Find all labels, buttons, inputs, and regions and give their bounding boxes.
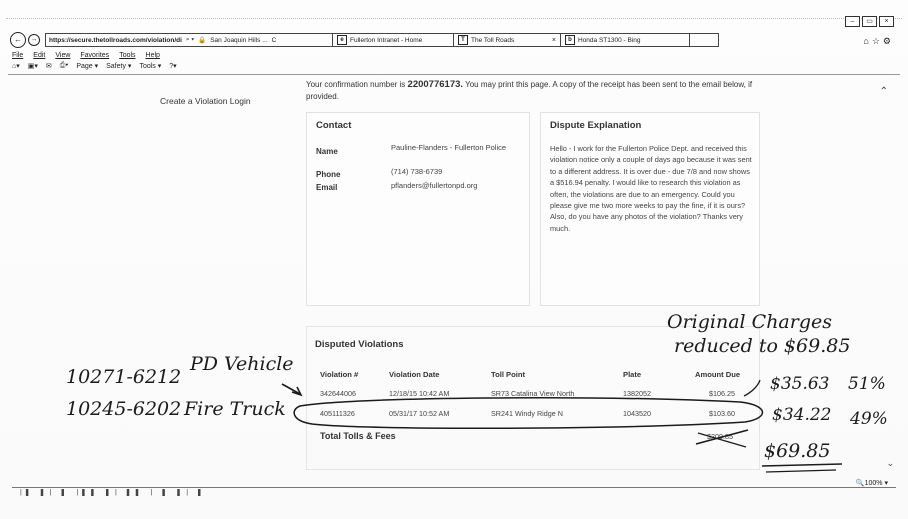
handwritten-amount-row1: $35.63	[770, 374, 830, 394]
tab-fullerton-intranet[interactable]	[333, 33, 454, 47]
violation-number: 342644006	[320, 389, 356, 398]
handwritten-amount-row2: $34.22	[772, 405, 832, 425]
dispute-text: Hello - I work for the Fullerton Police Dept. and received this violation notice only a couple of days ago because it was sent to a different address. It is over due - due 7/8 and now shows a $516.94 penalty. I would like to research this violation as often, the violations are due to an emergency. Could you please give me two more weeks to pay the fine, if it is ours? Also, do you have any photos of the violation? Thanks very much.	[550, 144, 752, 233]
underline-mark	[762, 464, 842, 466]
scroll-up-chevron-icon[interactable]: ⌃	[879, 86, 888, 97]
total-tolls-label: Total Tolls & Fees	[320, 431, 396, 441]
toll-point: SR241 Windy Ridge N	[491, 409, 563, 418]
status-bar-divider	[12, 487, 896, 488]
zoom-level[interactable]: 🔍100% ▾	[855, 480, 888, 487]
window-title-bar	[6, 4, 902, 19]
address-and-tabs-row	[10, 32, 719, 48]
address-bar[interactable]	[45, 33, 333, 47]
col-violation-date: Violation Date	[389, 370, 440, 379]
contact-heading: Contact	[316, 120, 352, 131]
phone-value: (714) 738-6739	[391, 167, 443, 176]
scroll-down-chevron-icon[interactable]: ⌄	[886, 458, 894, 468]
home-icon[interactable]: ⌂▾	[12, 63, 20, 70]
confirmation-suffix: You may print this page. A copy of the receipt has been sent to the email below, if provided.	[306, 80, 753, 101]
close-window-button[interactable]: ×	[879, 16, 894, 27]
forward-button[interactable]: →	[28, 34, 40, 46]
handwritten-id-row2: 10245-6202	[66, 398, 182, 420]
email-value: pflanders@fullertonpd.org	[391, 181, 478, 190]
menu-view[interactable]: View	[55, 52, 71, 59]
tab-label: The Toll Roads	[471, 36, 515, 44]
arrow-head-mark	[292, 387, 301, 395]
arrow-mark	[282, 384, 300, 394]
help-icon[interactable]: ?▾	[169, 63, 177, 70]
violation-date: 12/18/15 10:42 AM	[389, 389, 450, 398]
tools-menu[interactable]: Tools ▾	[139, 63, 162, 70]
col-violation-number: Violation #	[320, 370, 359, 379]
dispute-heading: Dispute Explanation	[550, 120, 642, 131]
feeds-icon[interactable]: ▣▾	[27, 63, 38, 70]
lock-icon: 🔒	[198, 37, 207, 44]
ie-page-icon: e	[337, 35, 347, 45]
gear-icon[interactable]: ⚙	[882, 36, 894, 46]
mail-icon[interactable]: ✉	[45, 63, 52, 70]
close-tab-icon[interactable]: ×	[551, 36, 556, 44]
page-menu[interactable]: Page ▾	[76, 63, 99, 70]
amount-due: $106.25	[709, 389, 735, 398]
tollroads-icon: T	[458, 35, 468, 45]
menu-favorites[interactable]: Favorites	[80, 52, 110, 59]
menu-tools[interactable]: Tools	[119, 52, 136, 59]
favorites-star-icon[interactable]: ☆	[871, 36, 883, 46]
site-identity[interactable]: San Joaquin Hills ...	[210, 36, 268, 44]
amount-due: $103.60	[709, 409, 735, 418]
name-label: Name	[316, 147, 338, 156]
handwritten-new-total: $69.85	[764, 440, 831, 462]
home-icon[interactable]: ⌂	[863, 36, 872, 46]
status-bar-icons: |▌ ▌| ▌ |▌▌ ▌| ▌▌ | ▌ ▌| ▌	[20, 489, 207, 496]
handwritten-pct-row2: 49%	[850, 409, 888, 429]
chrome-divider	[8, 74, 900, 75]
confirmation-message	[306, 79, 786, 103]
command-bar	[12, 62, 177, 70]
window-controls	[845, 16, 894, 27]
url-text: https://secure.thetollroads.com/violation/di	[49, 36, 182, 44]
new-tab-button[interactable]	[690, 33, 719, 47]
plate: 1382052	[623, 389, 651, 398]
confirmation-number: 2200776173.	[407, 79, 464, 90]
bing-icon: b	[565, 35, 575, 45]
print-icon[interactable]: ⎙▾	[59, 62, 69, 69]
name-value: Pauline-Flanders - Fullerton Police	[391, 143, 507, 152]
menu-help[interactable]: Help	[145, 52, 160, 59]
contact-panel	[306, 112, 530, 306]
menu-bar	[12, 52, 160, 59]
browser-right-icons	[863, 36, 894, 47]
col-toll-point: Toll Point	[491, 370, 526, 379]
confirmation-prefix: Your confirmation number is	[306, 80, 406, 89]
col-amount-due: Amount Due	[695, 370, 741, 379]
zoom-icon: 🔍	[855, 480, 865, 487]
handwritten-note-reduced: reduced to $69.85	[674, 335, 851, 357]
minimize-button[interactable]: –	[845, 16, 860, 27]
tab-honda-bing[interactable]	[561, 33, 690, 47]
handwritten-label-fire-truck: Fire Truck	[184, 398, 286, 420]
maximize-button[interactable]: ▭	[862, 16, 877, 27]
violation-date: 05/31/17 10:52 AM	[389, 409, 450, 418]
violation-number: 405111326	[320, 409, 355, 418]
total-tolls-value: $209.85	[707, 432, 733, 441]
create-violation-login-link[interactable]: Create a Violation Login	[160, 96, 251, 106]
menu-file[interactable]: File	[12, 52, 24, 59]
disputed-heading: Disputed Violations	[315, 339, 404, 350]
refresh-icon[interactable]: C	[271, 36, 277, 44]
dispute-explanation-panel	[540, 112, 760, 306]
handwritten-label-pd-vehicle: PD Vehicle	[190, 353, 294, 375]
tab-label: Fullerton Intranet - Home	[350, 36, 423, 44]
menu-edit[interactable]: Edit	[33, 52, 46, 59]
tab-the-toll-roads[interactable]	[454, 33, 561, 47]
tab-label: Honda ST1300 - Bing	[578, 36, 641, 44]
back-button[interactable]: ←	[10, 32, 26, 48]
search-dropdown-icon[interactable]: ⌕ ▾	[185, 36, 195, 43]
handwritten-pct-row1: 51%	[848, 374, 886, 394]
zoom-value: 100%	[864, 480, 883, 487]
handwritten-id-row1: 10271-6212	[66, 366, 182, 388]
underline-mark	[766, 470, 836, 472]
handwritten-note-original-charges: Original Charges	[667, 311, 832, 333]
toll-point: SR73 Catalina View North	[491, 389, 575, 398]
col-plate: Plate	[623, 370, 642, 379]
safety-menu[interactable]: Safety ▾	[106, 63, 132, 70]
phone-label: Phone	[316, 170, 341, 179]
plate: 1043520	[623, 409, 651, 418]
email-label: Email	[316, 183, 338, 192]
